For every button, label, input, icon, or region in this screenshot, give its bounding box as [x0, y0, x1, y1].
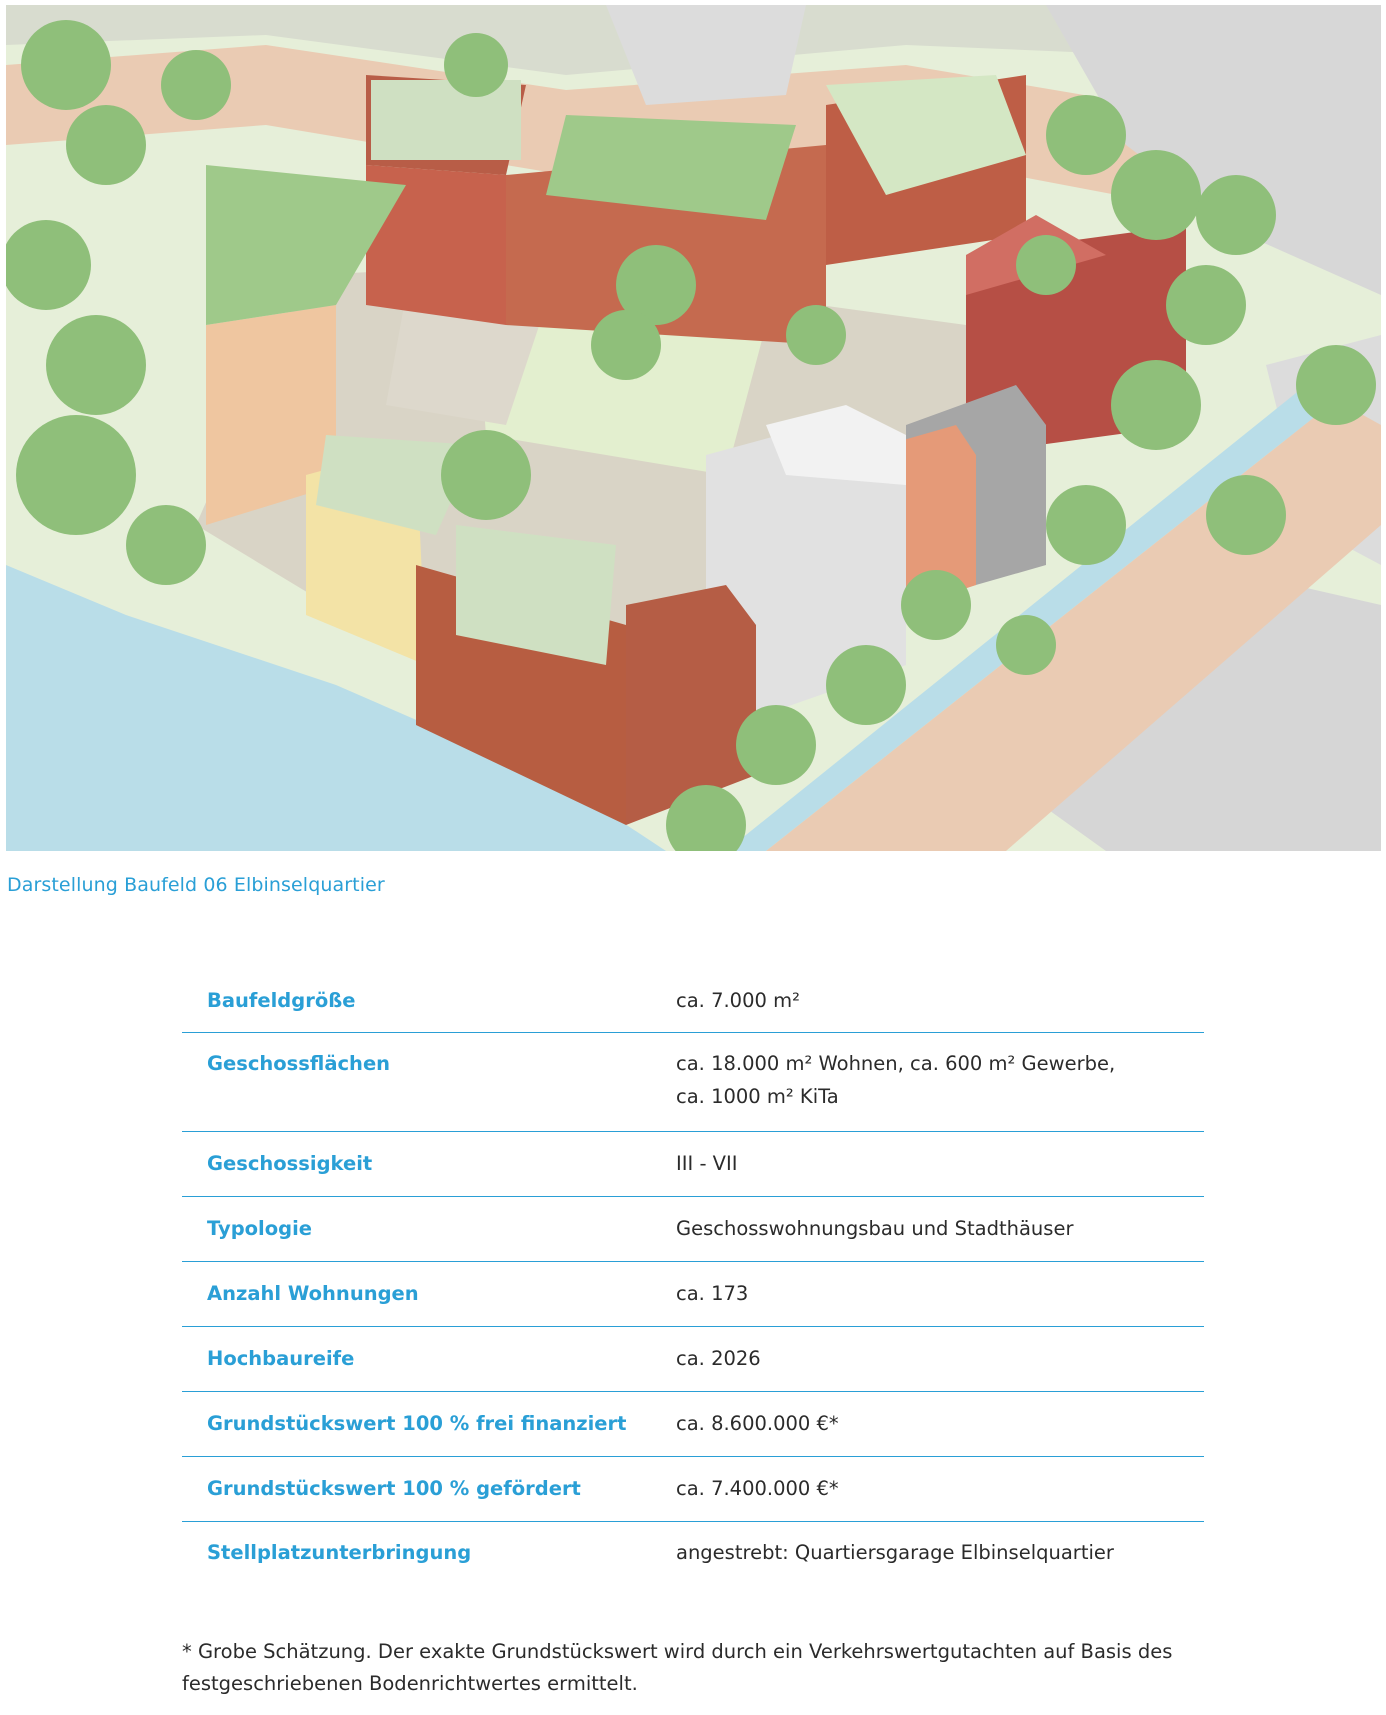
facts-label: Geschossflächen	[207, 1052, 391, 1075]
facts-label: Baufeldgröße	[207, 989, 356, 1012]
facts-label: Anzahl Wohnungen	[207, 1282, 419, 1305]
facts-label: Stellplatzunterbringung	[207, 1541, 472, 1564]
facts-row	[182, 1033, 1204, 1132]
facts-row	[182, 1197, 1204, 1262]
facts-value: ca. 7.400.000 €*	[676, 1477, 839, 1500]
facts-value: Geschosswohnungsbau und Stadthäuser	[676, 1217, 1074, 1240]
facts-row	[182, 1457, 1204, 1522]
facts-value: ca. 8.600.000 €*	[676, 1412, 839, 1435]
aerial-illustration	[6, 5, 1381, 851]
facts-value: angestrebt: Quartiersgarage Elbinselquartier	[676, 1541, 1114, 1564]
facts-label: Geschossigkeit	[207, 1152, 373, 1175]
facts-label: Hochbaureife	[207, 1347, 355, 1370]
image-caption: Darstellung Baufeld 06 Elbinselquartier	[7, 874, 385, 896]
facts-value	[676, 1047, 1204, 1131]
facts-value-line: ca. 18.000 m² Wohnen, ca. 600 m² Gewerbe,	[676, 1052, 1116, 1075]
facts-row	[182, 1392, 1204, 1457]
facts-label: Grundstückswert 100 % frei finanziert	[207, 1412, 627, 1435]
facts-label: Grundstückswert 100 % gefördert	[207, 1477, 581, 1500]
facts-table	[182, 968, 1204, 1587]
facts-row	[182, 1522, 1204, 1587]
footnote-line: festgeschriebenen Bodenrichtwertes ermittelt.	[182, 1672, 638, 1695]
facts-row	[182, 1132, 1204, 1197]
illustration-svg	[6, 5, 1381, 851]
facts-value: ca. 2026	[676, 1347, 761, 1370]
facts-value: III - VII	[676, 1152, 738, 1175]
facts-value-line: ca. 1000 m² KiTa	[676, 1085, 839, 1108]
facts-value: ca. 173	[676, 1282, 749, 1305]
facts-value: ca. 7.000 m²	[676, 989, 800, 1012]
footnote	[182, 1636, 1212, 1700]
facts-row	[182, 1327, 1204, 1392]
facts-label: Typologie	[207, 1217, 313, 1240]
facts-row	[182, 968, 1204, 1033]
footnote-line: * Grobe Schätzung. Der exakte Grundstückswert wird durch ein Verkehrswertgutachten auf Basis des	[182, 1640, 1173, 1663]
solar-roof-north-1	[371, 80, 521, 160]
facts-row	[182, 1262, 1204, 1327]
